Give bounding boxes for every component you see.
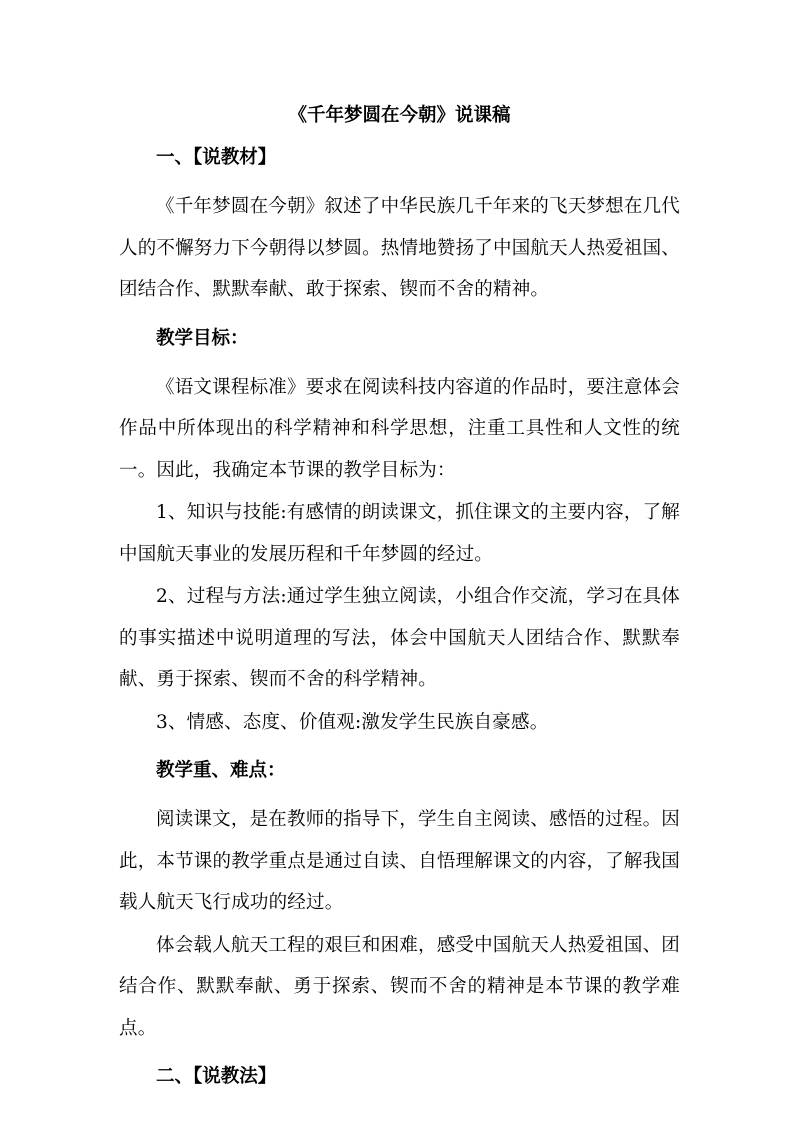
teaching-goal-item-3: 3、情感、态度、价值观:激发学生民族自豪感。	[156, 711, 549, 733]
teaching-goal-item-1: 1、知识与技能:有感情的朗读课文，抓住课文的主要内容，了解中国航天事业的发展历程和千年梦圆的经过。	[119, 502, 680, 565]
section-heading-2: 二、【说教法】	[156, 1066, 277, 1087]
document-title: 《千年梦圆在今朝》说课稿	[288, 105, 511, 126]
key-points-paragraph-1: 阅读课文，是在教师的指导下，学生自主阅读、感悟的过程。因此，本节课的教学重点是通过自读、自悟理解课文的内容，了解我国载人航天飞行成功的经过。	[119, 809, 681, 913]
document-body	[119, 102, 680, 1091]
teaching-goals-heading: 教学目标：	[156, 327, 249, 349]
teaching-goal-item-2: 2、过程与方法:通过学生独立阅读，小组合作交流，学习在具体的事实描述中说明道理的写法，体会中国航天人团结合作、默默奉献、勇于探索、锲而不舍的科学精神。	[119, 586, 680, 690]
teaching-goals-intro: 《语文课程标准》要求在阅读科技内容道的作品时，要注意体会作品中所体现出的科学精神和科学思想，注重工具性和人文性的统一。因此，我确定本节课的教学目标为：	[119, 376, 680, 481]
key-points-heading: 教学重、难点：	[156, 760, 286, 781]
key-points-paragraph-2: 体会载人航天工程的艰巨和困难，感受中国航天人热爱祖国、团结合作、默默奉献、勇于探索、锲而不舍的精神是本节课的教学难点。	[119, 934, 680, 1039]
textbook-paragraph: 《千年梦圆在今朝》叙述了中华民族几千年来的飞天梦想在几代人的不懈努力下今朝得以梦圆。热情地赞扬了中国航天人热爱祖国、团结合作、默默奉献、敢于探索、锲而不舍的精神。	[119, 196, 681, 300]
section-heading-1: 一、【说教材】	[156, 147, 277, 168]
